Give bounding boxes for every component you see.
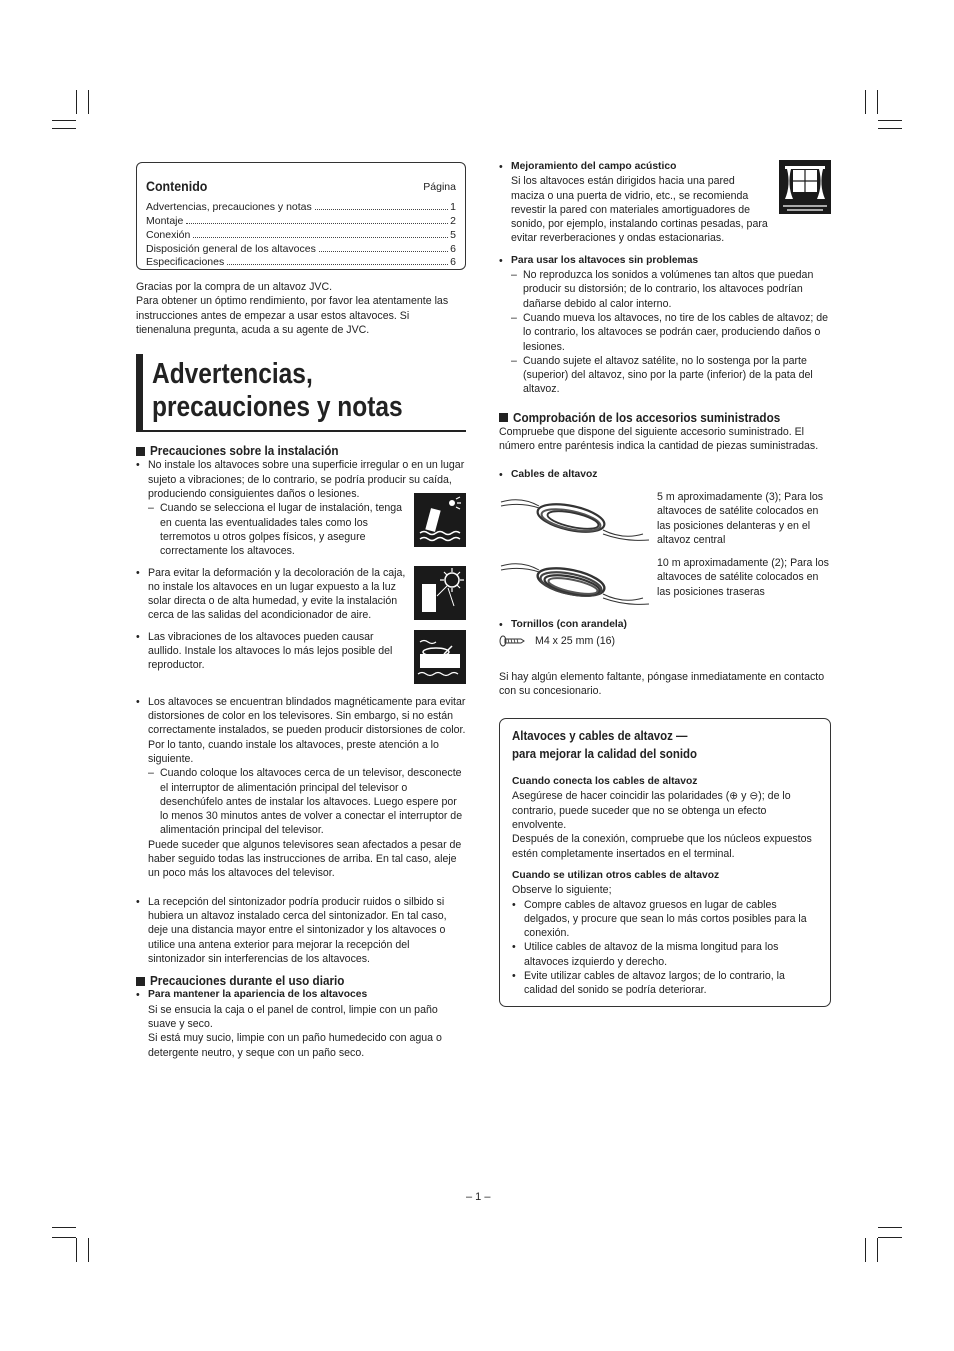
- intro-text: [136, 280, 466, 337]
- daily-list: [136, 988, 466, 1059]
- toc-row-label: Especificaciones: [146, 256, 225, 269]
- crop-mark: [877, 90, 878, 114]
- toc-title: Contenido: [146, 179, 208, 194]
- main-title-line1: Advertencias,: [152, 358, 313, 391]
- toc-row-page: 6: [450, 256, 456, 269]
- crop-mark: [52, 120, 76, 121]
- minus-polarity-icon: ⊖: [749, 790, 759, 803]
- crop-mark: [878, 128, 902, 129]
- box-paragraph: Asegúrese de hacer coincidir las polaridades (⊕ y ⊖); de lo contrario, puede suceder que no se obtenga un efecto envolvente.: [512, 790, 791, 832]
- screws-list: [499, 618, 831, 632]
- toc-row-label: Montaje: [146, 215, 184, 228]
- crop-mark: [865, 1238, 866, 1262]
- table-of-contents: [136, 162, 466, 270]
- right-column: [499, 160, 831, 1007]
- crop-mark: [52, 1237, 76, 1238]
- toc-row-page: 1: [450, 201, 456, 214]
- accessories-intro: Compruebe que dispone del siguiente accesorio suministrado. El número entre paréntesis indica la cantidad de piezas suministradas.: [499, 426, 819, 453]
- crop-mark: [877, 1238, 878, 1262]
- crop-mark: [76, 1238, 77, 1262]
- main-title-line2: precauciones y notas: [152, 391, 403, 424]
- crop-mark: [52, 128, 76, 129]
- crop-mark: [76, 90, 77, 114]
- box-subheading: Cuando se utilizan otros cables de altavoz: [512, 869, 720, 881]
- accessories-list: [499, 468, 831, 482]
- cable-5m-row: [499, 490, 831, 552]
- list-item: • La recepción del sintonizador podría producir ruidos o silbido si hubiera un altavoz instalado cerca del sintonizador. En tal caso, deje una distancia mayor entre el sintonizador y los altavoces o utilice una antena exterior para mejorar la recepción del sintonizador sin interferencias de los altavoces.: [136, 895, 466, 966]
- intro-paragraph: Para obtener un óptimo rendimiento, por favor lea atentamente las instrucciones antes de empezar a usar estos altavoces. Si tienenaluna pregunta, acuda a su agente de JVC.: [136, 295, 449, 336]
- dash-item: – Cuando sujete el altavoz satélite, no lo sostenga por la parte (superior) del altavoz, sino por la parte (inferior) de la pata del altavoz.: [511, 354, 831, 397]
- list-item: • Las vibraciones de los altavoces pueden causar aullido. Instale los altavoces lo más lejos posible del reproductor.: [136, 630, 466, 684]
- screws-row: [499, 634, 831, 648]
- list-item: • Los altavoces se encuentran blindados magnéticamente para evitar distorsiones de color en los televisores. Sin embargo, si no están correctamente instalados, se pueden producir distorsiones de color. Por lo tanto, cuando instale los altavoces, preste atención a lo siguiente. – Cuando coloque los altavoces cerca de un televisor, desconecte el interruptor de alimentación principal del televisor o desenchúfelo antes de instalar los altavoces. Luego espere por lo menos 30 minutos antes de volver a conectar el interruptor de alimentación principal del televisor. Puede suceder que algunos televisores sean afectados a pesar de haber seguido todas las instrucciones de arriba. En tal caso, aleje un poco más los altavoces del televisor.: [136, 695, 466, 881]
- cable-10m-text: 10 m aproximadamente (2); Para los altavoces de satélite colocados en las posiciones traseras: [657, 556, 829, 598]
- plus-polarity-icon: ⊕: [729, 790, 739, 803]
- toc-row-label: Advertencias, precauciones y notas: [146, 201, 312, 214]
- list-item: • Utilice cables de altavoz de la misma longitud para los altavoces izquierdo y derecho.: [512, 940, 818, 969]
- cable-5m-text: 5 m aproximadamente (3); Para los altavoces de satélite colocados en las posiciones delanteras y en el altavoz central: [657, 490, 824, 546]
- crop-mark: [878, 1237, 902, 1238]
- toc-row-page: 6: [450, 242, 456, 255]
- sound-quality-box: [499, 718, 831, 1006]
- box-title-line2: para mejorar la calidad del sonido: [512, 746, 698, 762]
- section-heading-accessories: Comprobación de los accesorios suministrados: [499, 411, 831, 425]
- crop-mark: [88, 90, 89, 114]
- dash-item: – Cuando se selecciona el lugar de instalación, tenga en cuenta las eventualidades tales como los terremotos u otros golpes físicos, y asegure correctamente los altavoces.: [148, 501, 408, 558]
- square-bullet-icon: [136, 447, 145, 456]
- intro-line: Gracias por la compra de un altavoz JVC.: [136, 281, 333, 293]
- sunlight-speaker-icon: [414, 566, 466, 620]
- section-heading-installation: Precauciones sobre la instalación: [136, 444, 466, 458]
- curtain-window-icon: [779, 160, 831, 214]
- list-item: • Cables de altavoz: [499, 468, 831, 482]
- screw-icon: [499, 634, 525, 648]
- toc-row-page: 5: [450, 228, 456, 241]
- box-title-line1: Altavoces y cables de altavoz —: [512, 728, 688, 744]
- toc-row[interactable]: [146, 256, 456, 270]
- crop-mark: [52, 1227, 76, 1228]
- crop-mark: [878, 120, 902, 121]
- list-item: • Mejoramiento del campo acústico Si los altavoces están dirigidos hacia una pared maciza o una puerta de vidrio, etc., se recomienda revestir la pared con materiales amortiguadores de sonido, por ejemplo, instalando cortinas pesadas, para evitar reverberaciones y ondas estacionarias.: [499, 160, 831, 246]
- list-item: • Tornillos (con arandela): [499, 618, 831, 632]
- acoustic-list: [499, 160, 831, 397]
- toc-row-page: 2: [450, 215, 456, 228]
- list-item: • Para mantener la apariencia de los altavoces Si se ensucia la caja o el panel de control, limpie con un paño suave y seco. Si está muy sucio, limpie con un paño humedecido con agua o detergente neutro, y seque con un paño seco.: [136, 988, 466, 1059]
- box-paragraph: Después de la conexión, compruebe que los núcleos expuestos estén completamente insertados en el terminal.: [512, 833, 812, 860]
- list-item: • No instale los altavoces sobre una superficie irregular o en un lugar sujeto a vibraciones; de lo contrario, se podría producir su caída, produciendo consiguientes daños o lesiones. – Cuando se selecciona el lugar de instalación, tenga en cuenta las eventualidades tales como los terremotos u otros golpes físicos, y asegure correctamente los altavoces.: [136, 458, 466, 558]
- dash-item: – Cuando mueva los altavoces, no tire de los cables de altavoz; de lo contrario, los altavoces se podrán caer, produciendo daños o lesiones.: [511, 311, 831, 354]
- section-heading-daily: Precauciones durante el uso diario: [136, 974, 466, 988]
- dash-item: – No reproduzca los sonidos a volúmenes tan altos que puedan producir su distorsión; de lo contrario, los altavoces podrían dañarse debido al calor interno.: [511, 268, 831, 311]
- toc-row[interactable]: [146, 243, 456, 257]
- dash-item: – Cuando coloque los altavoces cerca de un televisor, desconecte el interruptor de alimentación principal del televisor o desenchúfelo antes de instalar los altavoces. Luego espere por lo menos 30 minutos antes de volver a conectar el interruptor de alimentación principal del televisor.: [148, 766, 466, 837]
- crop-mark: [865, 90, 866, 114]
- installation-list: [136, 458, 466, 966]
- toc-row[interactable]: [146, 201, 456, 215]
- turntable-icon: [414, 630, 466, 684]
- left-column: [136, 162, 466, 1060]
- list-item: • Compre cables de altavoz gruesos en lugar de cables delgados, y procure que sean lo más cortos posibles para la conexión.: [512, 898, 818, 941]
- toc-row[interactable]: [146, 229, 456, 243]
- box-paragraph: Observe lo siguiente;: [512, 884, 612, 897]
- main-title: [136, 354, 466, 432]
- crop-mark: [878, 1227, 902, 1228]
- speaker-cable-icon: [499, 556, 657, 618]
- earthquake-speaker-icon: [414, 493, 466, 547]
- page-number: – 1 –: [466, 1191, 491, 1203]
- box-subheading: Cuando conecta los cables de altavoz: [512, 776, 698, 788]
- toc-row-label: Conexión: [146, 228, 191, 241]
- square-bullet-icon: [136, 977, 145, 986]
- toc-page-label: Página: [423, 181, 456, 193]
- square-bullet-icon: [499, 413, 508, 422]
- screws-spec: M4 x 25 mm (16): [535, 635, 616, 648]
- list-item: • Para evitar la deformación y la decoloración de la caja, no instale los altavoces en un lugar expuesto a la luz solar directa o de alta humedad, y evite la instalación cerca de las salidas del acondicionador de aire.: [136, 566, 466, 623]
- crop-mark: [88, 1238, 89, 1262]
- speaker-cable-icon: [499, 490, 657, 552]
- missing-items-text: Si hay algún elemento faltante, póngase inmediatamente en contacto con su concesionario.: [499, 670, 825, 697]
- box-list: [512, 898, 818, 998]
- list-item: • Evite utilizar cables de altavoz largos; de lo contrario, la calidad del sonido se podría deteriorar.: [512, 969, 818, 998]
- list-item: • Para usar los altavoces sin problemas – No reproduzca los sonidos a volúmenes tan altos que puedan producir su distorsión; de lo contrario, los altavoces podrían dañarse debido al calor interno. – Cuando mueva los altavoces, no tire de los cables de altavoz; de lo contrario, los altavoces se podrán caer, produciendo daños o lesiones. – Cuando sujete el altavoz satélite, no lo sostenga por la parte (superior) del altavoz, sino por la parte (inferior) de la pata del altavoz.: [499, 254, 831, 397]
- cable-10m-row: [499, 556, 831, 618]
- toc-row-label: Disposición general de los altavoces: [146, 242, 316, 255]
- toc-row[interactable]: [146, 215, 456, 229]
